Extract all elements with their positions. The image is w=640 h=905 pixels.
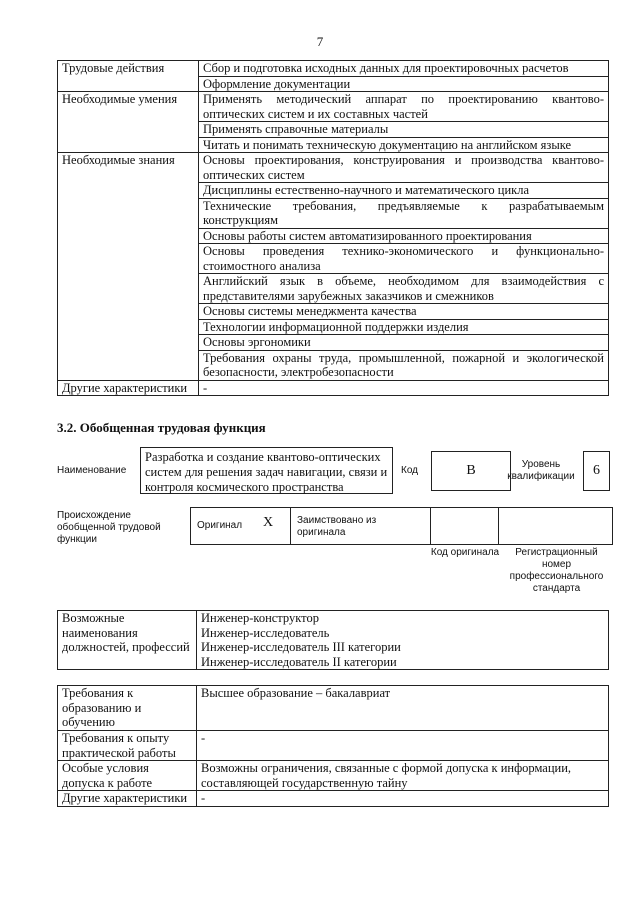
table-cell: Сбор и подготовка исходных данных для проектировочных расчетов	[199, 61, 609, 77]
table-cell: Основы проведения технико-экономического и функционально-стоимостного анализа	[199, 244, 609, 274]
row-label-labor-actions: Трудовые действия	[58, 61, 199, 92]
origin-label: Происхождение обобщенной трудовой функции	[57, 510, 161, 545]
original-mark: X	[263, 515, 274, 530]
requirement-label: Требования к опыту практической работы	[58, 731, 197, 761]
original-code-cell	[431, 508, 499, 544]
name-label: Наименование	[57, 465, 127, 476]
table-cell: Применять справочные материалы	[199, 122, 609, 138]
table-cell: Основы работы систем автоматизированного проектирования	[199, 228, 609, 244]
table-cell: Основы проектирования, конструирования и производства квантово-оптических систем	[199, 153, 609, 183]
requirement-value: Высшее образование – бакалавриат	[197, 686, 609, 731]
table-cell: Основы системы менеджмента качества	[199, 304, 609, 320]
code-value: В	[431, 451, 511, 491]
level-value: 6	[583, 451, 610, 491]
table-cell: -	[199, 380, 609, 396]
borrowed-label: Заимствовано из оригинала	[297, 515, 377, 538]
positions-label: Возможные наименования должностей, профессий	[58, 611, 197, 670]
positions-table	[57, 610, 609, 670]
section-title: 3.2. Обобщенная трудовая функция	[57, 420, 266, 435]
borrowed-cell	[291, 508, 431, 544]
table-cell: Применять методический аппарат по проектированию квантово-оптических систем и их составных частей	[199, 92, 609, 122]
labor-function-table	[57, 60, 609, 396]
requirement-label: Другие характеристики	[58, 791, 197, 807]
original-cell	[191, 508, 291, 544]
table-cell: Оформление документации	[199, 76, 609, 92]
position-item: Инженер-конструктор	[197, 611, 609, 626]
level-label: Уровень квалификации	[507, 459, 575, 482]
code-label: Код	[401, 465, 419, 476]
reg-number-cell	[499, 508, 612, 544]
table-cell: Технические требования, предъявляемые к разрабатываемым конструкциям	[199, 198, 609, 228]
origin-row	[190, 507, 613, 545]
original-label: Оригинал	[197, 520, 243, 531]
page-number: 7	[316, 34, 324, 49]
table-cell: Английский язык в объеме, необходимом для взаимодействия с представителями зарубежных заказчиков и смежников	[199, 274, 609, 304]
row-label-other: Другие характеристики	[58, 380, 199, 396]
requirement-value: Возможны ограничения, связанные с формой допуска к информации, составляющей государственную тайну	[197, 761, 609, 791]
requirement-value: -	[197, 791, 609, 807]
table-cell: Основы эргономики	[199, 335, 609, 351]
table-cell: Требования охраны труда, промышленной, пожарной и экологической безопасности, электробезопасности	[199, 350, 609, 380]
function-name-value: Разработка и создание квантово-оптических систем для решения задач навигации, связи и контроля космического пространства	[140, 447, 393, 494]
requirement-label: Особые условия допуска к работе	[58, 761, 197, 791]
requirements-table	[57, 685, 609, 807]
position-item: Инженер-исследователь	[197, 626, 609, 641]
reg-caption: Регистрационный номер профессионального стандарта	[509, 547, 604, 594]
table-cell: Технологии информационной поддержки изделия	[199, 319, 609, 335]
code-caption: Код оригинала	[430, 547, 500, 558]
requirement-label: Требования к образованию и обучению	[58, 686, 197, 731]
row-label-skills: Необходимые умения	[58, 92, 199, 153]
requirement-value: -	[197, 731, 609, 761]
table-cell: Читать и понимать техническую документацию на английском языке	[199, 137, 609, 153]
row-label-knowledge: Необходимые знания	[58, 153, 199, 381]
table-cell: Дисциплины естественно-научного и математического цикла	[199, 183, 609, 199]
position-item: Инженер-исследователь III категории	[197, 640, 609, 655]
position-item: Инженер-исследователь II категории	[197, 655, 609, 670]
